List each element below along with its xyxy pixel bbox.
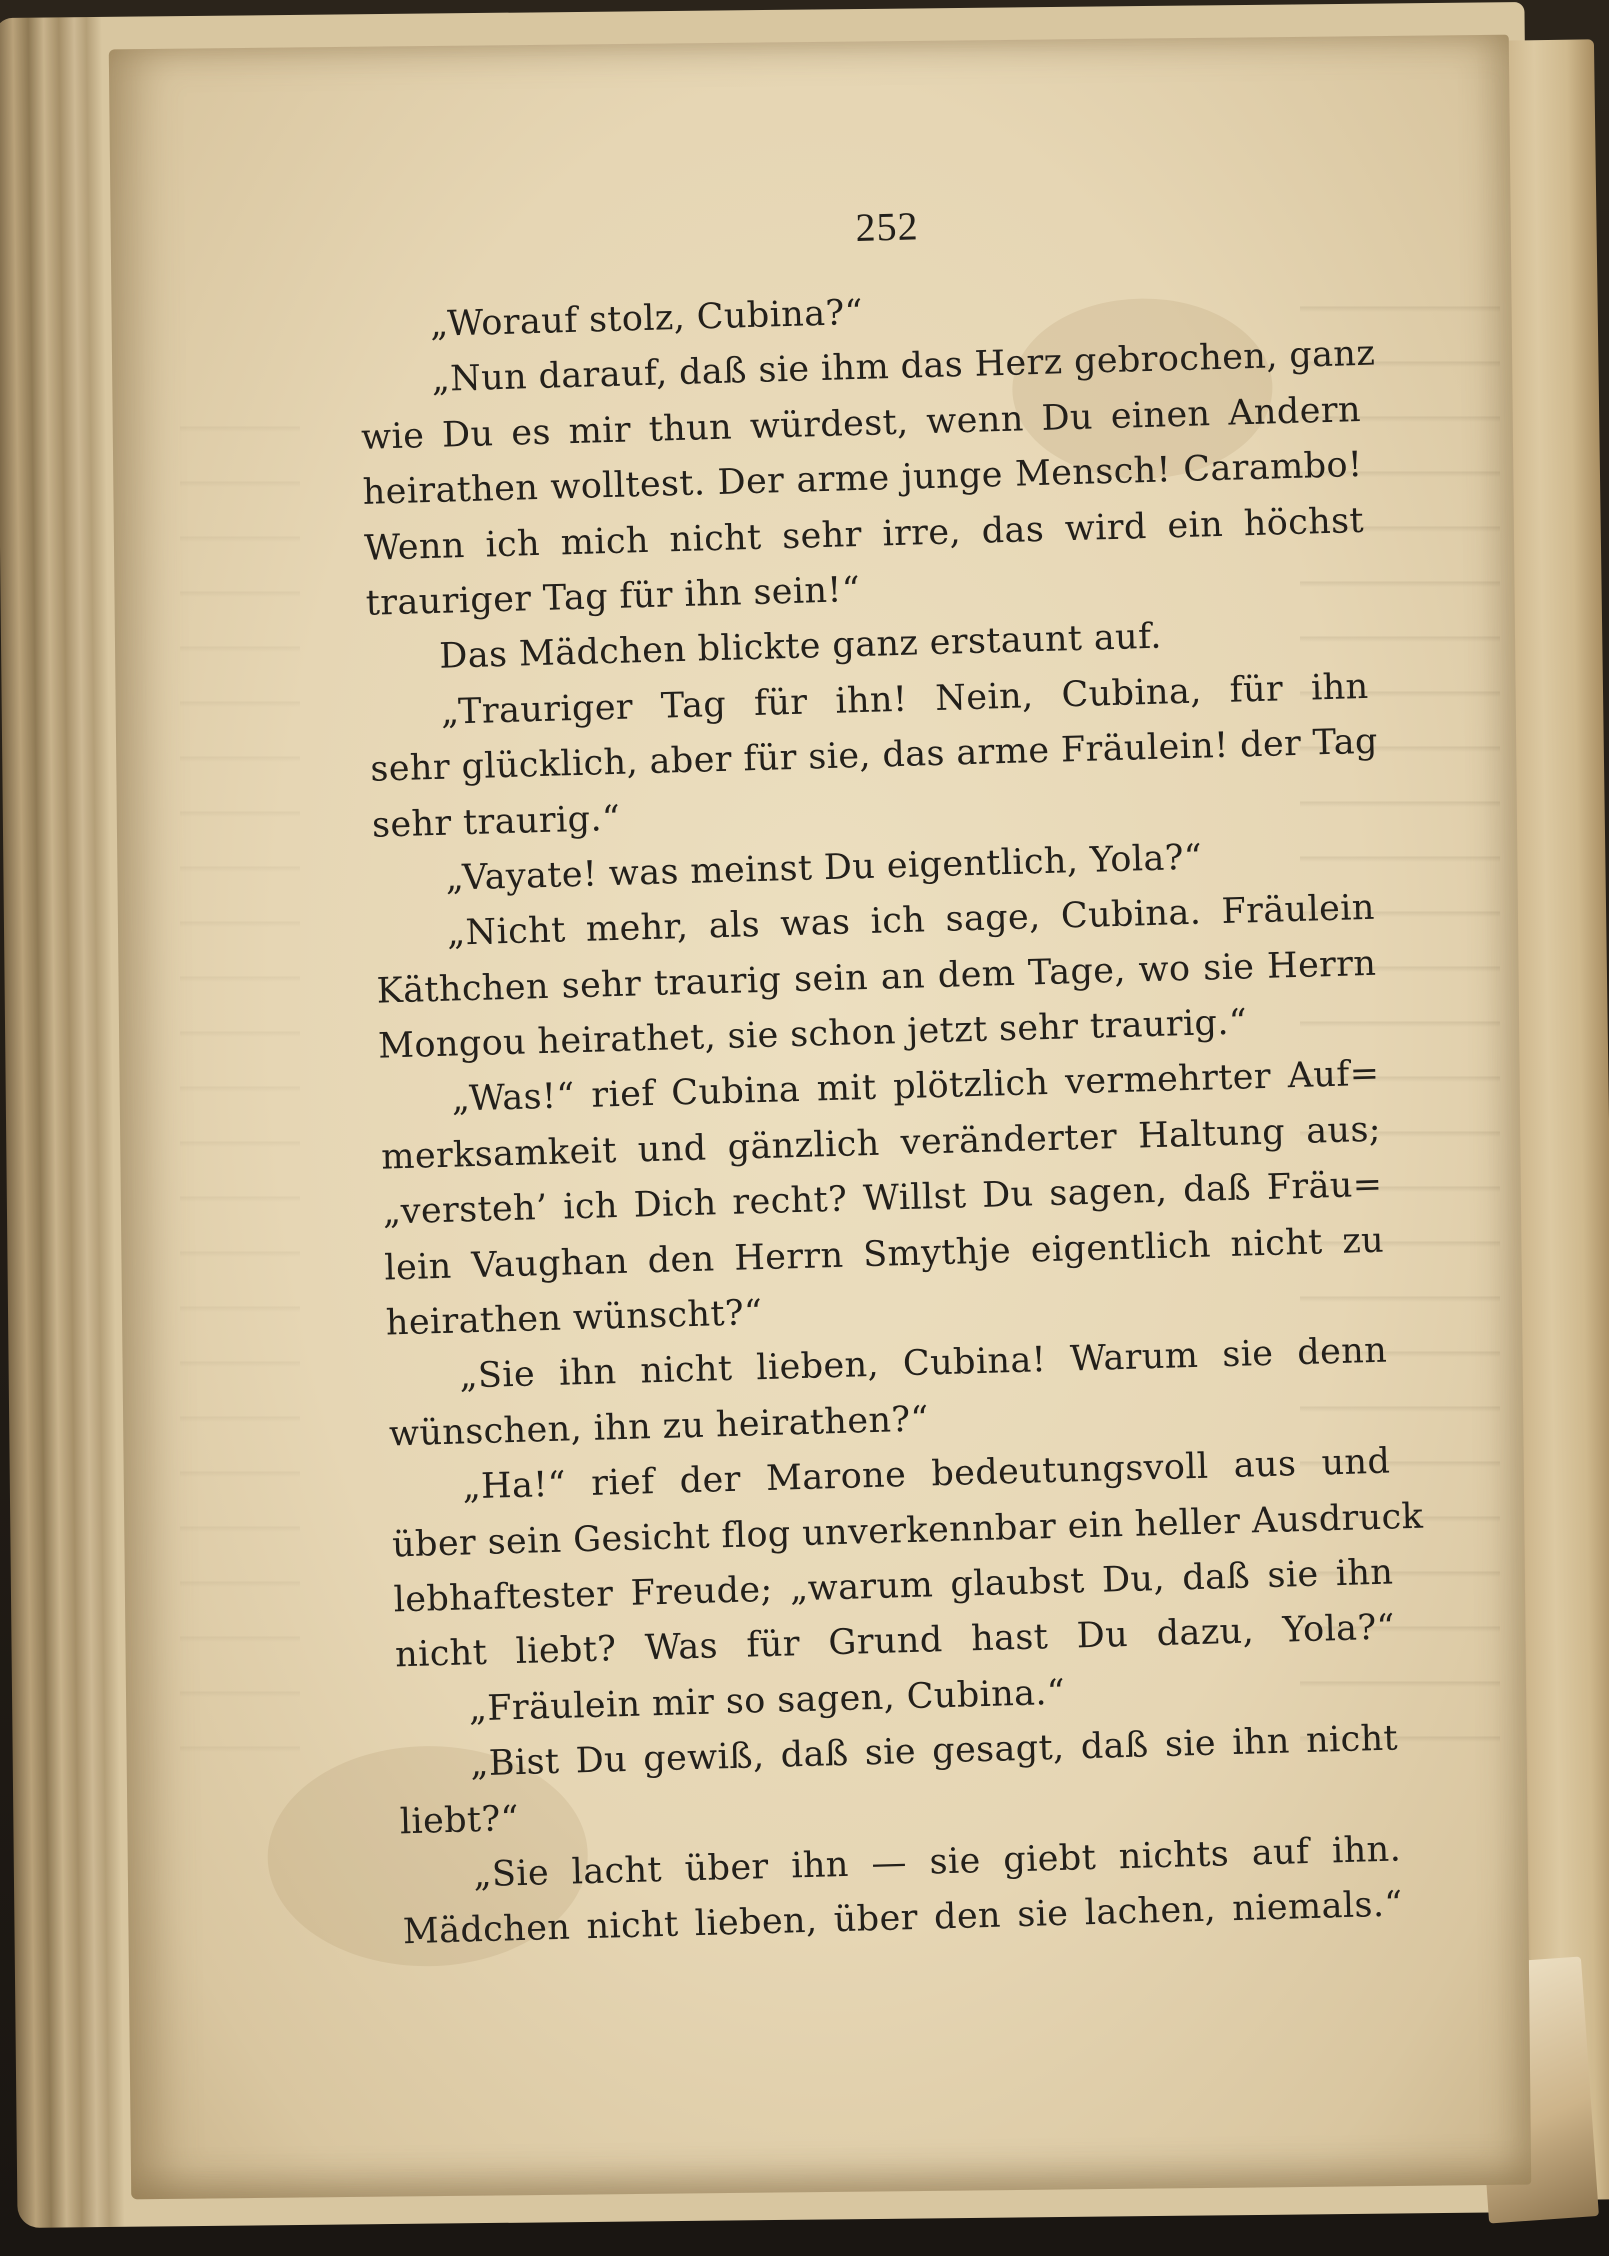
text-line: wünschen, ihn zu heirathen?“ [388, 1399, 930, 1455]
text-line: „Fräulein mir so sagen, Cubina.“ [468, 1672, 1066, 1730]
text-line: „Sie lacht über ihn — sie giebt nichts auf ihn. [472, 1829, 1402, 1896]
text-line: „Nicht mehr, als was ich sage, Cubina. Fräulein [446, 888, 1376, 954]
text-line: Wenn ich mich nicht sehr irre, das wird ein höchst [363, 500, 1365, 569]
text-line: über sein Gesicht flog unverkennbar ein heller Ausdruck [391, 1496, 1424, 1566]
text-line: merksamkeit und gänzlich veränderter Haltung aus; [380, 1109, 1382, 1178]
show-through-text [180, 400, 300, 1800]
text-line: „Vayate! was meinst Du eigentlich, Yola?“ [445, 837, 1203, 899]
text-line: sehr glücklich, aber für sie, das arme Fräulein! der Tag [369, 721, 1379, 790]
text-line: sehr traurig.“ [371, 798, 621, 846]
text-line: „Worauf stolz, Cubina?“ [429, 292, 864, 345]
text-line: „Ha!“ rief der Marone bedeutungsvoll aus und [462, 1441, 1391, 1508]
text-line: nicht liebt? Was für Grund hast Du dazu, Yola?“ [394, 1607, 1396, 1676]
page-number: 252 [854, 203, 920, 250]
text-line: Käthchen sehr traurig sein an dem Tage, wo sie Herrn [376, 943, 1377, 1012]
text-line: lein Vaughan den Herrn Smythje eigentlich nicht zu [383, 1220, 1385, 1289]
text-line: „versteh’ ich Dich recht? Willst Du sagen, daß Fräu= [382, 1164, 1384, 1233]
text-line: Mädchen nicht lieben, über den sie lachen, niemals.“ [402, 1884, 1404, 1953]
text-line: heirathen wolltest. Der arme junge Mensch! Carambo! [362, 445, 1363, 514]
text-line: „Was!“ rief Cubina mit plötzlich vermehrter Auf= [451, 1054, 1380, 1121]
text-line: Das Mädchen blickte ganz erstaunt auf. [438, 616, 1163, 678]
text-line: heirathen wünscht?“ [385, 1293, 763, 1344]
text-line: Mongou heirathet, sie schon jetzt sehr traurig.“ [377, 1002, 1248, 1067]
body-text [357, 272, 1424, 1961]
text-line: liebt?“ [399, 1798, 520, 1842]
text-line: lebhaftester Freude; „warum glaubst Du, daß sie ihn [393, 1552, 1394, 1621]
text-line: „Sie ihn nicht lieben, Cubina! Warum sie denn [458, 1331, 1388, 1397]
text-line: „Nun darauf, daß sie ihm das Herz gebrochen, ganz [431, 333, 1376, 401]
text-line: „Bist Du gewiß, daß sie gesagt, daß sie ihn nicht [469, 1718, 1399, 1785]
text-line: wie Du es mir thun würdest, wenn Du einen Andern [360, 389, 1362, 458]
text-line: trauriger Tag für ihn sein!“ [365, 569, 861, 624]
text-line: „Trauriger Tag für ihn! Nein, Cubina, für ihn [440, 666, 1370, 733]
